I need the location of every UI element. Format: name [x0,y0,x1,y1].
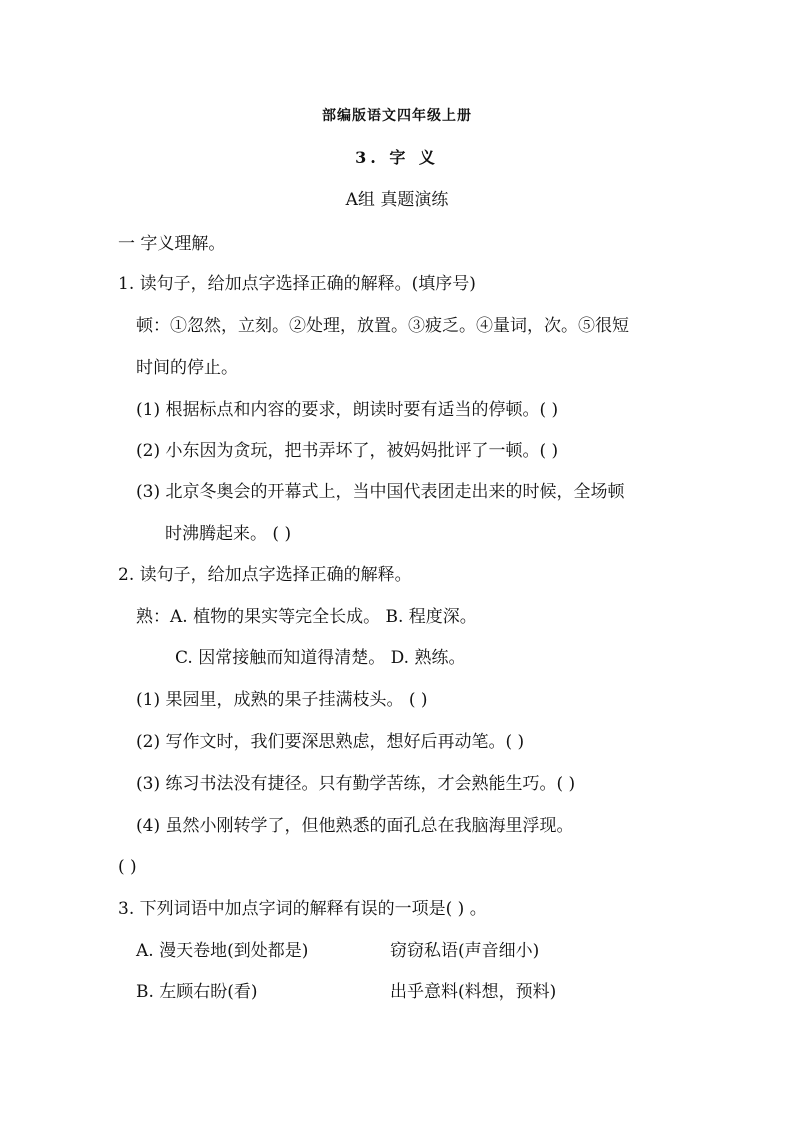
q2-item-4: (4) 虽然小刚转学了，但他熟悉的面孔总在我脑海里浮现。 [136,816,574,836]
lesson-title: 3. 字 义 [355,148,439,167]
q1-item-2: (2) 小东因为贪玩，把书弄坏了，被妈妈批评了一顿。( ) [136,441,559,461]
q1-item-3-line1: (3) 北京冬奥会的开幕式上，当中国代表团走出来的时候，全场顿 [136,482,625,502]
page-header: 部编版语文四年级上册 [322,108,472,124]
q2-definitions-line1: 熟：A. 植物的果实等完全长成。 B. 程度深。 [136,607,477,627]
q3-option-a-right: 窃窃私语(声音细小) [390,941,540,961]
q2-item-2: (2) 写作文时，我们要深思熟虑，想好后再动笔。( ) [136,732,525,752]
q3-option-b-right: 出乎意料(料想，预料) [390,982,557,1002]
q3-stem: 3. 下列词语中加点字词的解释有误的一项是( ) 。 [118,899,487,919]
group-title: A组 真题演练 [345,190,449,210]
q1-definitions-line1: 顿：①忽然，立刻。②处理，放置。③疲乏。④量词，次。⑤很短 [136,316,629,336]
q2-stem: 2. 读句子，给加点字选择正确的解释。 [118,565,412,585]
q2-item-1: (1) 果园里，成熟的果子挂满枝头。 ( ) [136,690,428,710]
q3-option-b-left: B. 左顾右盼(看) [136,982,258,1002]
q2-item-4-blank: ( ) [118,857,137,877]
q1-item-1: (1) 根据标点和内容的要求，朗读时要有适当的停顿。( ) [136,400,559,420]
q1-stem: 1. 读句子，给加点字选择正确的解释。(填序号) [118,274,476,294]
section-one-heading: 一 字义理解。 [118,234,226,254]
q2-definitions-line2: C. 因常接触而知道得清楚。 D. 熟练。 [175,648,466,668]
q2-item-3: (3) 练习书法没有捷径。只有勤学苦练，才会熟能生巧。( ) [136,774,576,794]
q1-definitions-line2: 时间的停止。 [136,358,238,378]
q1-item-3-line2: 时沸腾起来。 ( ) [165,524,292,544]
q3-option-a-left: A. 漫天卷地(到处都是) [136,941,309,961]
